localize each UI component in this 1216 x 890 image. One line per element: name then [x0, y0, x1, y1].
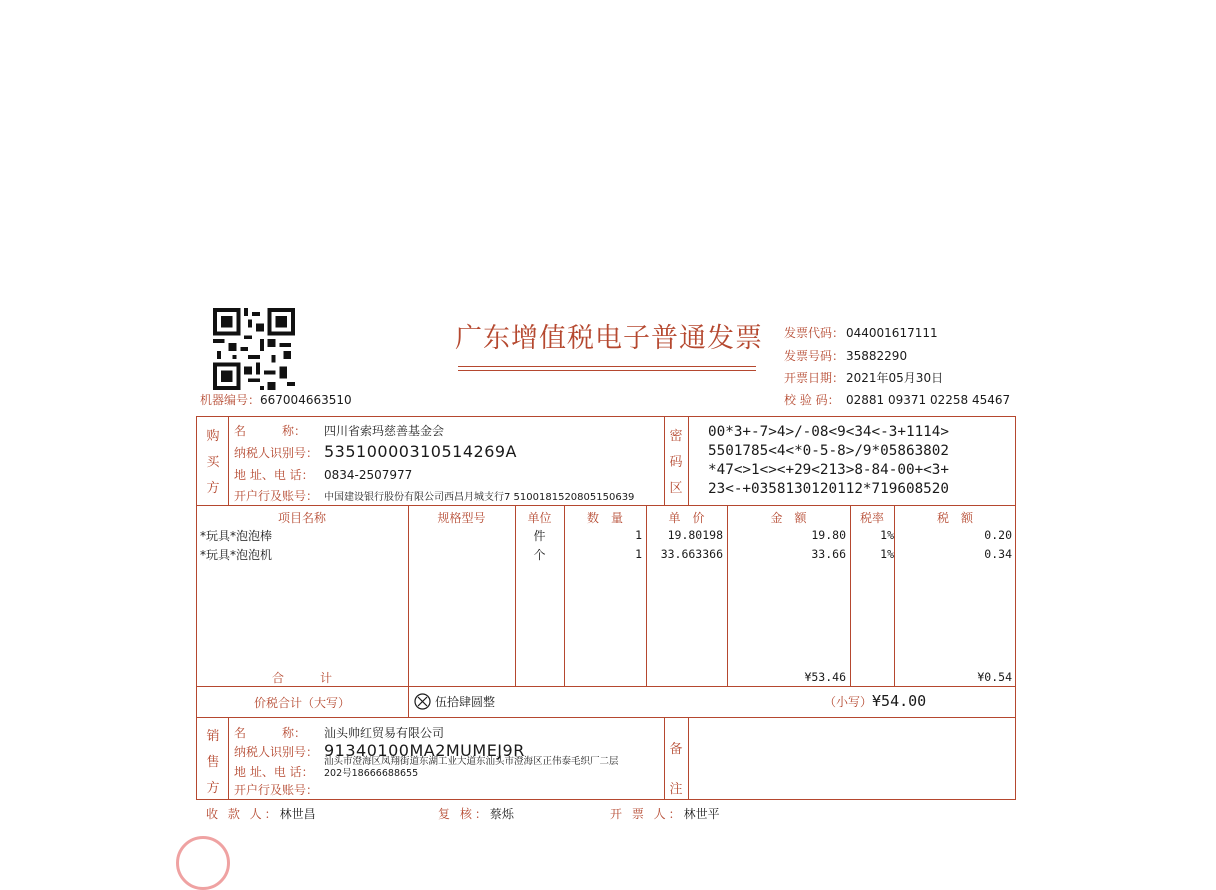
buyer-tax-id: 纳税人识别号： 53510000310514269A — [234, 442, 517, 461]
remarks-side-label: 备 注 — [669, 742, 683, 797]
divider — [228, 416, 229, 505]
col-tax: 税 额 — [936, 511, 973, 525]
table-row-unit: 个 — [533, 548, 546, 562]
table-row-price: 33.663366 — [660, 547, 723, 561]
col-item-name: 项目名称 — [277, 511, 326, 525]
seller-name: 名 称： 汕头帅红贸易有限公司 — [234, 726, 445, 740]
divider — [196, 686, 1016, 687]
qr-code — [212, 308, 296, 390]
grand-total-label: 价税合计（大写） — [253, 696, 350, 710]
col-rate: 税率 — [859, 511, 884, 525]
total-amount: ¥53.46 — [804, 670, 846, 684]
divider — [228, 717, 229, 800]
buyer-side-label: 购 买 方 — [206, 429, 220, 496]
divider — [688, 717, 689, 800]
col-price: 单 价 — [668, 511, 705, 525]
grand-total-words: 伍拾肆圆整 — [414, 693, 495, 710]
buyer-name: 名 称： 四川省索玛慈善基金会 — [234, 424, 445, 438]
divider — [196, 717, 1016, 718]
machine-number: 机器编号：667004663510 — [200, 393, 352, 407]
invoice-title: 广东增值税电子普通发票 — [455, 323, 763, 354]
col-unit: 单位 — [527, 511, 552, 525]
col-amount: 金 额 — [770, 511, 807, 525]
seller-address-value: 汕头市澄海区凤翔街道东湖工业大道东汕头市澄海区正伟泰毛织厂二层 202号18666688655 — [324, 756, 619, 779]
table-row-amount: 33.66 — [811, 547, 846, 561]
seal-stamp — [176, 836, 230, 890]
cipher-area: 00*3+-7>4>/-08<9<34<-3+1114> 5501785<4<*0-5-8>/9*05863802 *47<>1<><+29<213>8-84-00+<3+ 23<-+0358130120112*719608520 — [708, 424, 950, 497]
cross-circle-icon — [414, 693, 431, 710]
buyer-address: 地 址、电 话： 0834-2507977 — [234, 468, 413, 482]
table-row-tax: 0.20 — [984, 528, 1012, 542]
payee: 收 款 人：林世昌 — [206, 807, 316, 821]
divider — [688, 416, 689, 505]
cipher-side-label: 密 码 区 — [669, 429, 683, 496]
grand-total-small: （小写）¥54.00 — [824, 692, 927, 710]
reviewer: 复 核：蔡烁 — [438, 807, 514, 821]
table-row-rate: 1% — [880, 547, 894, 561]
col-qty: 数 量 — [586, 511, 623, 525]
total-label: 合 计 — [271, 671, 332, 685]
divider — [196, 505, 1016, 506]
table-row-amount: 19.80 — [811, 528, 846, 542]
table-row-qty: 1 — [635, 528, 642, 542]
invoice-code: 发票代码： 044001617111 — [784, 326, 938, 340]
table-row-name: *玩具*泡泡棒 — [200, 529, 273, 543]
divider — [408, 505, 409, 717]
drawer: 开 票 人：林世平 — [610, 807, 720, 821]
col-spec: 规格型号 — [437, 511, 486, 525]
table-row-price: 19.80198 — [667, 528, 723, 542]
seller-side-label: 销 售 方 — [206, 729, 220, 796]
check-code: 校 验 码： 02881 09371 02258 45467 — [784, 393, 1011, 407]
title-underline — [458, 370, 756, 371]
buyer-bank: 开户行及账号： 中国建设银行股份有限公司西昌月城支行7 5100181520805150639 — [234, 489, 635, 503]
seller-bank: 开户行及账号： — [234, 783, 319, 797]
table-row-tax: 0.34 — [984, 547, 1012, 561]
seller-tax-id: 纳税人识别号： 91340100MA2MUMEJ9R — [234, 741, 525, 760]
title-underline — [458, 366, 756, 367]
table-row-qty: 1 — [635, 547, 642, 561]
total-tax: ¥0.54 — [977, 670, 1012, 684]
table-row-rate: 1% — [880, 528, 894, 542]
invoice-date: 开票日期： 2021年05月30日 — [784, 371, 944, 385]
table-row-name: *玩具*泡泡机 — [200, 548, 273, 562]
table-row-unit: 件 — [533, 529, 546, 543]
invoice-number: 发票号码： 35882290 — [784, 349, 908, 363]
seller-address: 地 址、电 话： — [234, 765, 314, 779]
